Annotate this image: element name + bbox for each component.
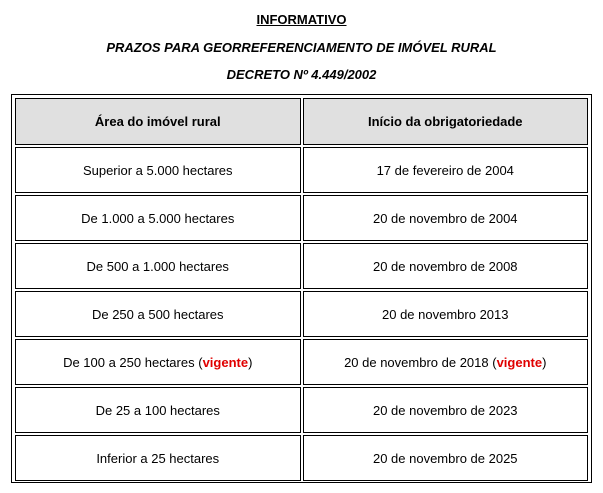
column-header-area: Área do imóvel rural [15,98,301,145]
date-cell: 17 de fevereiro de 2004 [303,147,589,193]
table-row-current [15,339,588,385]
vigente-badge: vigente [496,354,543,370]
deadlines-table [11,94,592,483]
table-header-row [15,98,588,145]
table-row [15,291,588,337]
deadlines-table-grid [13,96,590,483]
vigente-badge: vigente [202,354,249,370]
document-subtitle: PRAZOS PARA GEORREFERENCIAMENTO DE IMÓVEL RURAL [106,40,497,55]
date-cell: 20 de novembro 2013 [303,291,589,337]
table-row [15,387,588,433]
document-title: INFORMATIVO [256,12,347,27]
area-cell: De 250 a 500 hectares [15,291,301,337]
decree-reference: DECRETO Nº 4.449/2002 [226,67,377,82]
area-cell: De 500 a 1.000 hectares [15,243,301,289]
area-cell: De 100 a 250 hectares (vigente) [15,339,301,385]
area-cell: Inferior a 25 hectares [15,435,301,481]
area-text: De 100 a 250 hectares [63,354,195,370]
date-cell: 20 de novembro de 2004 [303,195,589,241]
date-text: 20 de novembro de 2018 [344,354,489,370]
date-cell: 20 de novembro de 2018 (vigente) [303,339,589,385]
date-cell: 20 de novembro de 2008 [303,243,589,289]
area-cell: De 1.000 a 5.000 hectares [15,195,301,241]
date-cell: 20 de novembro de 2023 [303,387,589,433]
table-row [15,147,588,193]
table-row [15,435,588,481]
table-row [15,195,588,241]
date-cell: 20 de novembro de 2025 [303,435,589,481]
area-cell: Superior a 5.000 hectares [15,147,301,193]
column-header-start: Início da obrigatoriedade [303,98,589,145]
table-row [15,243,588,289]
area-cell: De 25 a 100 hectares [15,387,301,433]
